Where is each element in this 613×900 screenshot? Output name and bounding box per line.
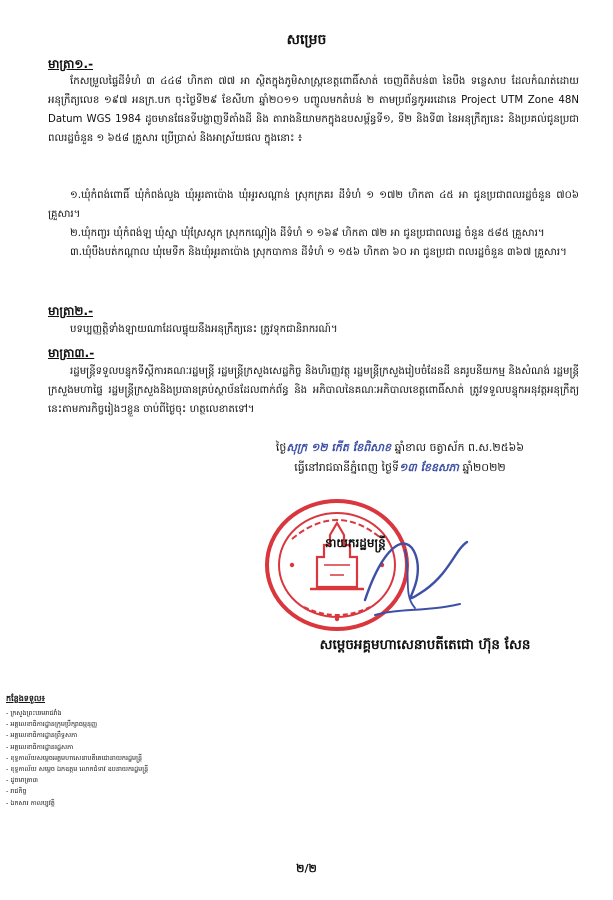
lunar-year: ឆ្នាំខាល ចត្វាស័ក ព.ស.២៥៦៦ (394, 441, 525, 454)
handwritten-solar-date: ១៣ ខែឧសភា (399, 461, 459, 474)
article-1-heading: មាត្រា១.- (48, 57, 94, 71)
handwritten-lunar-date: សុក្រ ១២ កើត ខែពិសាខ (286, 441, 392, 454)
article-2-text: បទប្បញ្ញត្តិទាំងឡាយណាដែលផ្ទុយនឹងអនុក្រឹត្យនេះ ត្រូវទុកជានិរាករណ៍។ (70, 324, 338, 335)
date-prefix: ថ្ងៃ (275, 441, 287, 454)
recipient-item: - រាជកិច្ច (6, 786, 148, 797)
recipient-item: - ឯកសារ កាលប្បវត្តិ (6, 798, 148, 809)
article-1-item-2: ២.ឃុំកញ្ចរ ឃុំកំពង់ឡ ឃុំស្នា ឃុំស្រែស្តុក ស្រុកកណ្ដៀង ដីទំហំ ១ ១៦៩ ហិកតា ៧២ អា ជូនប្រជាពលរដ្ឋ ចំនួន ៥៨៥ គ្រួសារ។ (70, 228, 545, 239)
article-2-heading: មាត្រា២.- (48, 304, 94, 318)
recipient-item: - អគ្គលេខាធិការដ្ឋានព្រឹទ្ធសភា (6, 730, 148, 741)
date-line-solar (210, 458, 590, 477)
prime-minister-title: នាយករដ្ឋមន្ត្រី (325, 536, 386, 550)
recipients-list (6, 708, 148, 809)
article-1-item-1: ១.ឃុំកំពង់ពោធិ៍ ឃុំកំពង់លួង ឃុំអូរតាប៉ោង ឃុំអូរសណ្ដាន់ ស្រុកក្រគរ ដីទំហំ ១ ១៧២ ហិកតា ៤៥ អា ជូនប្រជាពលរដ្ឋចំនួន ៧០៦ គ្រួសារ។ (48, 190, 579, 220)
article-3-heading: មាត្រា៣.- (48, 346, 95, 360)
article-1-intro: កែសម្រួលផ្ទៃដីទំហំ ៣ ៤៤៨ ហិកតា ៧៧ អា ស្ថិតក្នុងភូមិសាស្ត្រខេត្តពោធិ៍សាត់ ចេញពីតំបន់៣ នៃបឹង ទន្លេសាប ដែលកំណត់ដោយអនុក្រឹត្យលេខ ១៩៧ អនក្រ.បក ចុះថ្ងៃទី២៩ ខែសីហា ឆ្នាំ២០១១ បញ្ចូលមកតំបន់ ២ តាមប្រព័ន្ធកូអរដោនេ Project UTM Zone 48N Datum WGS 1984 ដូចមានផែនទីបង្ហាញទីតាំងដី និង តារាងនិយាមកក្នុងឧបសម្ព័ន្ធទី១, ទី២ និងទី៣ នៃអនុក្រឹត្យនេះ និងប្រគល់ជូនប្រជាពលរដ្ឋចំនួន ១ ៦៥៨ គ្រួសារ ប្រើប្រាស់ និងអាស្រ័យផល ក្នុងនោះ ៖ (48, 76, 579, 144)
page-number: ២/២ (296, 862, 317, 875)
article-1-item-3: ៣.ឃុំបឹងបត់កណ្ដាល ឃុំមេទឹក និងឃុំអូរតាប៉ោង ស្រុកបាកាន ដីទំហំ ១ ១៥៦ ហិកតា ៦០ អា ជូនប្រជា ពលរដ្ឋចំនួន ៣៦៧ គ្រួសារ។ (70, 247, 567, 258)
recipient-item: - អគ្គលេខាធិការដ្ឋានក្រុមប្រឹក្សាធម្មនុញ្ញ (6, 719, 148, 730)
decision-title: សម្រេច (286, 32, 327, 48)
recipient-item: - ក្រសួងព្រះបរមរាជវាំង (6, 708, 148, 719)
solar-year: ឆ្នាំ២០២២ (462, 461, 506, 474)
recipients-heading: កន្លែងទទួល៖ (6, 694, 46, 703)
date-line-lunar (210, 438, 590, 457)
recipient-item: - ខុទ្ទកាល័យសម្ដេចអគ្គមហាសេនាបតីតេជោនាយករដ្ឋមន្ត្រី (6, 753, 148, 764)
recipient-item: - ដូចមាត្រា៣ (6, 775, 148, 786)
recipient-item: - ខុទ្ទកាល័យ សម្ដេច ឯកឧត្ដម លោកជំទាវ ឧបនាយករដ្ឋមន្ត្រី (6, 764, 148, 775)
signer-name: សម្ដេចអគ្គមហាសេនាបតីតេជោ ហ៊ុន សែន (319, 637, 531, 653)
article-3-text: រដ្ឋមន្ត្រីទទួលបន្ទុកទីស្ដីការគណៈរដ្ឋមន្ត្រី រដ្ឋមន្ត្រីក្រសួងសេដ្ឋកិច្ច និងហិរញ្ញវត្ថុ រដ្ឋមន្ត្រីក្រសួងរៀបចំដែនដី នគរូបនីយកម្ម និងសំណង់ រដ្ឋមន្ត្រីក្រសួងមហាផ្ទៃ រដ្ឋមន្ត្រីក្រសួងនិងប្រធានគ្រប់ស្ថាប័នដែលពាក់ព័ន្ធ និង អភិបាលនៃគណៈអភិបាលខេត្តពោធិ៍សាត់ ត្រូវទទួលបន្ទុកអនុវត្តអនុក្រឹត្យនេះតាមភារកិច្ចរៀងៗខ្លួន ចាប់ពីថ្ងៃចុះ ហត្ថលេខាតទៅ។ (48, 366, 579, 415)
article-1-list (48, 186, 579, 262)
recipient-item: - អគ្គលេខាធិការដ្ឋានរដ្ឋសភា (6, 742, 148, 753)
handwritten-signature-icon (355, 520, 475, 630)
place-prefix: ធ្វើនៅរាជធានីភ្នំពេញ ថ្ងៃទី (294, 461, 400, 474)
